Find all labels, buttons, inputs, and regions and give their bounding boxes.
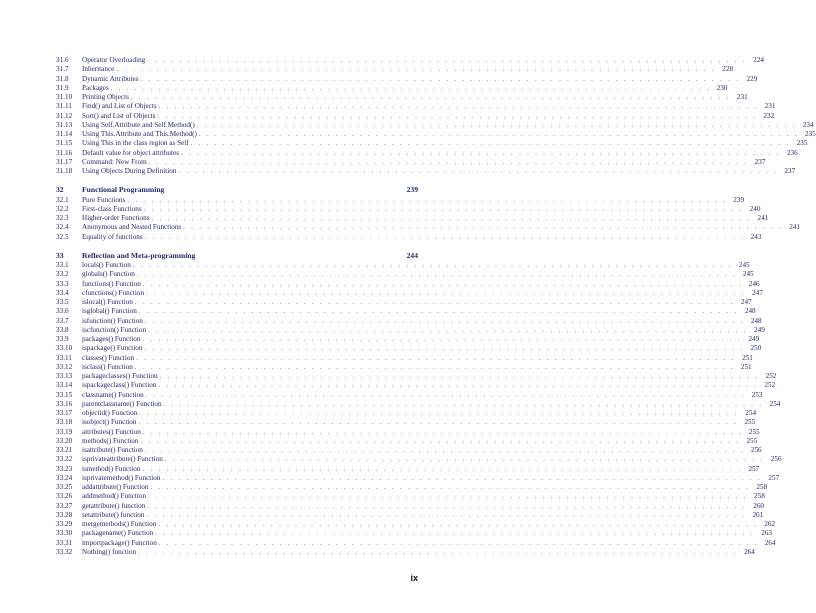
entry-number: 31.16 <box>56 148 73 157</box>
toc-entry[interactable] <box>56 130 816 139</box>
entry-number: 32.4 <box>56 223 69 232</box>
entry-page: 258 <box>754 492 765 501</box>
dot-leader: . . . . . . . . . . . . . . . . . . . . . . . . . . . . . . . . . . . . . . . . . . . . . . . . . . . . . . . . . . . . . . . . . . . . . . . . . . . <box>139 410 740 417</box>
toc-entry[interactable] <box>56 409 757 418</box>
entry-page: 229 <box>746 74 758 83</box>
entry-page: 254 <box>769 399 781 408</box>
entry-number: 33.15 <box>56 390 73 399</box>
dot-leader: . . . . . . . . . . . . . . . . . . . . . . . . . . . . . . . . . . . . . . . . . . . . . . . . . . . . . . . . . . . . . . . . . . . . . . . . . . . <box>132 262 733 269</box>
entry-page: 228 <box>722 65 734 74</box>
entry-page: 256 <box>770 455 782 464</box>
toc-entry[interactable] <box>56 455 782 464</box>
entry-page: 231 <box>764 102 776 111</box>
toc-entry[interactable] <box>56 390 763 400</box>
entry-number: 32.2 <box>56 204 69 213</box>
entry-number: 33.19 <box>56 427 73 436</box>
entry-page: 248 <box>744 307 756 316</box>
entry-number: 33.26 <box>56 492 73 501</box>
entry-number: 31.13 <box>56 120 73 129</box>
toc-entry[interactable] <box>56 214 769 223</box>
entry-page: 235 <box>804 130 816 138</box>
toc-entry[interactable] <box>56 204 761 214</box>
dot-leader: . . . . . . . . . . . . . . . . . . . . . . . . . . . . . . . . . . . . . . . . . . . . . . . . . . . . . . . . . . . . . . . . . . . . . . . . . . . <box>144 317 745 325</box>
dot-leader: . . . . . . . . . . . . . . . . . . . . . . . . . . . . . . . . . . . . . . . . . . . . . . . . . . . . . . . . . . . . . . . . . . . . . . . . . . . <box>147 57 748 64</box>
dot-leader: . . . . . . . . . . . . . . . . . . . . . . . . . . . . . . . . . . . . . . . . . . . . . . . . . . . . . . . . . . . . . . . . . . . . . . . . . . . <box>198 131 799 138</box>
dot-leader: . . . . . . . . . . . . . . . . . . . . . . . . . . . . . . . . . . . . . . . . . . . . . . . . . . . . . . . . . . . . . . . . . . . . . . . . . . . <box>142 336 743 343</box>
toc-entry[interactable] <box>56 223 800 232</box>
dot-leader: . . . . . . . . . . . . . . . . . . . . . . . . . . . . . . . . . . . . . . . . . . . . . . . . . . . . . . . . . . . . . . . . . . . . . . . . . . . <box>140 75 741 83</box>
toc-entry[interactable] <box>56 316 762 326</box>
dot-leader: . . . . . . . . . . . . . . . . . . . . . . . . . . . . . . . . . . . . . . . . . . . . . . . . . . . . . . . . . . . . . . . . . . . . . . . . . . . <box>157 112 758 120</box>
entry-page: 255 <box>748 427 760 436</box>
dot-leader: . . . . . . . . . . . . . . . . . . . . . . . . . . . . . . . . . . . . . . . . . . . . . . . . . . . . . . . . . . . . . . . . . . . . . . . . . . . <box>144 447 745 454</box>
toc-entry[interactable] <box>56 529 772 538</box>
entry-page: 230 <box>716 83 728 92</box>
dot-leader: . . . . . . . . . . . . . . . . . . . . . . . . . . . . . . . . . . . . . . . . . . . . . . . . . . . . . . . . . . . . . . . . . . . . . . . . . . . <box>158 521 759 528</box>
dot-leader: . . . . . . . . . . . . . . . . . . . . . . . . . . . . . . . . . . . . . . . . . . . . . . . . . . . . . . . . . . . . . . . . . . . . . . . . . . . <box>183 224 783 232</box>
entry-page: 232 <box>763 111 775 120</box>
chapter-page: 239 <box>406 185 418 195</box>
toc-entry[interactable] <box>56 74 758 84</box>
entry-page: 246 <box>748 279 760 288</box>
entry-number: 33.27 <box>56 501 73 510</box>
dot-leader: . . . . . . . . . . . . . . . . . . . . . . . . . . . . . . . . . . . . . . . . . . . . . . . . . . . . . . . . . . . . . . . . . . . . . . . . . . . <box>145 391 746 399</box>
entry-title: mergemethods() Function <box>82 520 157 528</box>
toc-chapter-entry[interactable] <box>56 185 418 194</box>
toc-entry[interactable] <box>56 492 765 501</box>
entry-number: 33.6 <box>56 307 69 316</box>
entry-title: Packages <box>82 83 109 92</box>
entry-number: 31.12 <box>56 111 73 120</box>
entry-number: 33.29 <box>56 520 73 528</box>
entry-page: 251 <box>742 353 753 362</box>
table-of-contents <box>56 56 816 557</box>
entry-title: getattribute() function <box>82 501 146 510</box>
entry-page: 253 <box>751 390 763 399</box>
entry-number: 33.21 <box>56 446 73 454</box>
toc-entry[interactable] <box>56 279 760 289</box>
entry-title: classname() Function <box>82 390 144 399</box>
dot-leader: . . . . . . . . . . . . . . . . . . . . . . . . . . . . . . . . . . . . . . . . . . . . . . . . . . . . . . . . . . . . . . . . . . . . . . . . . . . <box>148 326 748 334</box>
toc-entry[interactable] <box>56 381 776 390</box>
entry-number: 33.22 <box>56 455 73 464</box>
dot-leader: . . . . . . . . . . . . . . . . . . . . . . . . . . . . . . . . . . . . . . . . . . . . . . . . . . . . . . . . . . . . . . . . . . . . . . . . . . . <box>163 400 764 408</box>
entry-number: 31.17 <box>56 157 73 166</box>
entry-number: 33.11 <box>56 353 72 362</box>
entry-title: setattribute() function <box>82 510 145 519</box>
entry-title: isprivatemethod() Function <box>82 473 161 482</box>
toc-entry[interactable] <box>56 148 798 158</box>
dot-leader: . . . . . . . . . . . . . . . . . . . . . . . . . . . . . . . . . . . . . . . . . . . . . . . . . . . . . . . . . . . . . . . . . . . . . . . . . . . <box>138 419 739 427</box>
dot-leader: . . . . . . . . . . . . . . . . . . . . . . . . . . . . . . . . . . . . . . . . . . . . . . . . . . . . . . . . . . . . . . . . . . . . . . . . . . . <box>164 456 765 464</box>
entry-title: Using Objects During Definition <box>82 167 177 175</box>
entry-number: 32.1 <box>56 195 69 204</box>
dot-leader: . . . . . . . . . . . . . . . . . . . . . . . . . . . . . . . . . . . . . . . . . . . . . . . . . . . . . . . . . . . . . . . . . . . . . . . . . . . <box>134 299 735 306</box>
entry-page: 245 <box>738 261 750 269</box>
toc-entry[interactable] <box>56 483 768 492</box>
dot-leader: . . . . . . . . . . . . . . . . . . . . . . . . . . . . . . . . . . . . . . . . . . . . . . . . . . . . . . . . . . . . . . . . . . . . . . . . . . . <box>196 121 797 129</box>
entry-page: 261 <box>752 510 764 519</box>
entry-title: Dynamic Attributes <box>82 74 139 83</box>
dot-leader: . . . . . . . . . . . . . . . . . . . . . . . . . . . . . . . . . . . . . . . . . . . . . . . . . . . . . . . . . . . . . . . . . . . . . . . . . . . <box>146 511 747 519</box>
entry-page: 252 <box>765 372 777 380</box>
entry-number: 31.8 <box>56 74 69 83</box>
entry-page: 250 <box>750 344 762 353</box>
toc-entry[interactable] <box>56 307 756 316</box>
toc-entry[interactable] <box>56 464 760 474</box>
toc-entry[interactable] <box>56 547 755 557</box>
entry-number: 33.12 <box>56 362 73 371</box>
entry-page: 245 <box>742 270 754 279</box>
dot-leader: . . . . . . . . . . . . . . . . . . . . . . . . . . . . . . . . . . . . . . . . . . . . . . . . . . . . . . . . . . . . . . . . . . . . . . . . . . . <box>158 539 759 547</box>
entry-page: 237 <box>784 167 796 175</box>
toc-entry[interactable] <box>56 270 754 279</box>
entry-page: 235 <box>796 139 808 148</box>
entry-page: 239 <box>733 195 745 204</box>
entry-page: 255 <box>746 436 758 445</box>
toc-entry[interactable] <box>56 501 765 511</box>
dot-leader: . . . . . . . . . . . . . . . . . . . . . . . . . . . . . . . . . . . . . . . . . . . . . . . . . . . . . . . . . . . . . . . . . . . . . . . . . . . <box>134 363 735 371</box>
dot-leader: . . . . . . . . . . . . . . . . . . . . . . . . . . . . . . . . . . . . . . . . . . . . . . . . . . . . . . . . . . . . . . . . . . . . . . . . . . . <box>146 289 746 297</box>
entry-page: 248 <box>750 316 762 325</box>
entry-page: 258 <box>756 483 768 491</box>
entry-number: 33.5 <box>56 298 69 306</box>
entry-title: classes() Function <box>82 353 135 362</box>
entry-title: packageclasses() Function <box>82 372 158 380</box>
entry-page: 241 <box>757 214 769 222</box>
dot-leader: . . . . . . . . . . . . . . . . . . . . . . . . . . . . . . . . . . . . . . . . . . . . . . . . . . . . . . . . . . . . . . . . . . . . . . . . . . . <box>162 474 763 482</box>
chapter-title: Functional Programming <box>82 185 165 195</box>
entry-page: 247 <box>740 298 752 306</box>
dot-leader: . . . . . . . . . . . . . . . . . . . . . . . . . . . . . . . . . . . . . . . . . . . . . . . . . . . . . . . . . . . . . . . . . . . . . . . . . . . <box>142 465 743 473</box>
dot-leader: . . . . . . . . . . . . . . . . . . . . . . . . . . . . . . . . . . . . . . . . . . . . . . . . . . . . . . . . . . . . . . . . . . . . . . . . . . . <box>143 205 744 213</box>
entry-title: packages() Function <box>82 335 141 343</box>
toc-entry[interactable] <box>56 157 766 167</box>
entry-title: addattribute() Function <box>82 483 149 491</box>
entry-title: Using Self.Attribute and Self.Method() <box>82 120 195 129</box>
toc-entry[interactable] <box>56 139 808 148</box>
entry-title: Anonymous and Nested Functions <box>82 223 182 232</box>
toc-entry[interactable] <box>56 288 763 298</box>
entry-title: Operator Overloading <box>82 56 146 64</box>
entry-title: ispackageclass() Function <box>82 381 157 390</box>
entry-page: 252 <box>764 381 776 390</box>
entry-number: 31.10 <box>56 93 73 101</box>
entry-title: ismethod() Function <box>82 464 141 473</box>
dot-leader: . . . . . . . . . . . . . . . . . . . . . . . . . . . . . . . . . . . . . . . . . . . . . . . . . . . . . . . . . . . . . . . . . . . . . . . . . . . <box>127 196 728 204</box>
entry-title: Using This in the class region as Self <box>82 139 189 148</box>
dot-leader: . . . . . . . . . . . . . . . . . . . . . . . . . . . . . . . . . . . . . . . . . . . . . . . . . . . . . . . . . . . . . . . . . . . . . . . . . . . <box>138 548 738 556</box>
toc-entry[interactable] <box>56 111 775 121</box>
toc-entry[interactable] <box>56 510 764 520</box>
entry-number: 31.18 <box>56 167 73 175</box>
toc-entry[interactable] <box>56 83 728 93</box>
entry-page: 263 <box>761 529 772 538</box>
toc-entry[interactable] <box>56 446 762 455</box>
entry-number: 33.25 <box>56 483 73 491</box>
entry-title: isprivateattribute() Function <box>82 455 163 464</box>
entry-number: 31.7 <box>56 65 69 74</box>
entry-title: isglobal() Function <box>82 307 137 316</box>
dot-leader: . . . . . . . . . . . . . . . . . . . . . . . . . . . . . . . . . . . . . . . . . . . . . . . . . . . . . . . . . . . . . . . . . . . . . . . . . . . <box>116 66 717 74</box>
dot-leader: . . . . . . . . . . . . . . . . . . . . . . . . . . . . . . . . . . . . . . . . . . . . . . . . . . . . . . . . . . . . . . . . . . . . . . . . . . . <box>148 493 748 501</box>
toc-entry[interactable] <box>56 418 756 427</box>
entry-title: isattribute() Function <box>82 446 143 454</box>
entry-number: 33.24 <box>56 473 73 482</box>
entry-page: 237 <box>754 157 766 166</box>
entry-number: 31.6 <box>56 56 69 64</box>
entry-title: globals() Function <box>82 270 135 279</box>
dot-leader: . . . . . . . . . . . . . . . . . . . . . . . . . . . . . . . . . . . . . . . . . . . . . . . . . . . . . . . . . . . . . . . . . . . . . . . . . . . <box>181 149 781 157</box>
entry-title: iscfunction() Function <box>82 325 147 334</box>
entry-page: 257 <box>748 464 760 473</box>
dot-leader: . . . . . . . . . . . . . . . . . . . . . . . . . . . . . . . . . . . . . . . . . . . . . . . . . . . . . . . . . . . . . . . . . . . . . . . . . . . <box>150 484 751 491</box>
entry-number: 32.5 <box>56 232 69 241</box>
entry-page: 262 <box>764 520 776 528</box>
entry-number: 33.16 <box>56 399 73 408</box>
entry-title: isfunction() Function <box>82 316 143 325</box>
entry-title: functions() Function <box>82 279 141 288</box>
entry-page: 249 <box>754 325 765 334</box>
entry-page: 240 <box>749 204 761 213</box>
entry-number: 32.3 <box>56 214 69 222</box>
toc-entry[interactable] <box>56 195 745 205</box>
dot-leader: . . . . . . . . . . . . . . . . . . . . . . . . . . . . . . . . . . . . . . . . . . . . . . . . . . . . . . . . . . . . . . . . . . . . . . . . . . . <box>147 502 748 510</box>
toc-entry[interactable] <box>56 427 760 437</box>
entry-page: 247 <box>752 288 763 297</box>
entry-page: 234 <box>802 120 814 129</box>
toc-entry[interactable] <box>56 520 776 529</box>
dot-leader: . . . . . . . . . . . . . . . . . . . . . . . . . . . . . . . . . . . . . . . . . . . . . . . . . . . . . . . . . . . . . . . . . . . . . . . . . . . <box>144 345 745 353</box>
entry-title: Sort() and List of Objects <box>82 111 156 120</box>
toc-entry[interactable] <box>56 344 762 353</box>
entry-title: packagename() Function <box>82 529 154 538</box>
dot-leader: . . . . . . . . . . . . . . . . . . . . . . . . . . . . . . . . . . . . . . . . . . . . . . . . . . . . . . . . . . . . . . . . . . . . . . . . . . . <box>136 271 737 279</box>
toc-entry[interactable] <box>56 399 781 409</box>
entry-page: 264 <box>744 547 755 556</box>
entry-title: ispackage() Function <box>82 344 143 353</box>
entry-title: Inheritance <box>82 65 115 74</box>
dot-leader: . . . . . . . . . . . . . . . . . . . . . . . . . . . . . . . . . . . . . . . . . . . . . . . . . . . . . . . . . . . . . . . . . . . . . . . . . . . <box>140 437 741 445</box>
entry-page: 231 <box>736 93 748 101</box>
dot-leader: . . . . . . . . . . . . . . . . . . . . . . . . . . . . . . . . . . . . . . . . . . . . . . . . . . . . . . . . . . . . . . . . . . . . . . . . . . . <box>151 215 752 222</box>
entry-number: 31.9 <box>56 83 69 92</box>
dot-leader: . . . . . . . . . . . . . . . . . . . . . . . . . . . . . . . . . . . . . . . . . . . . . . . . . . . . . . . . . . . . . . . . . . . . . . . . . . . <box>155 530 755 538</box>
entry-number: 33.32 <box>56 547 73 556</box>
entry-page: 243 <box>750 232 762 241</box>
entry-page: 254 <box>745 409 757 417</box>
entry-title: methods() Function <box>82 436 139 445</box>
entry-number: 31.15 <box>56 139 73 148</box>
entry-page: 224 <box>753 56 765 64</box>
entry-number: 33.4 <box>56 288 69 297</box>
entry-title: Using This.Attribute and This.Method() <box>82 130 197 138</box>
entry-number: 33.23 <box>56 464 73 473</box>
toc-entry[interactable] <box>56 362 752 372</box>
dot-leader: . . . . . . . . . . . . . . . . . . . . . . . . . . . . . . . . . . . . . . . . . . . . . . . . . . . . . . . . . . . . . . . . . . . . . . . . . . . <box>148 158 749 166</box>
toc-entry[interactable] <box>56 325 765 335</box>
dot-leader: . . . . . . . . . . . . . . . . . . . . . . . . . . . . . . . . . . . . . . . . . . . . . . . . . . . . . . . . . . . . . . . . . . . . . . . . . . . <box>178 168 779 175</box>
toc-entry[interactable] <box>56 120 814 130</box>
entry-page: 236 <box>786 148 798 157</box>
entry-page: 255 <box>744 418 756 427</box>
toc-entry[interactable] <box>56 335 760 344</box>
entry-title: attributes() Function <box>82 427 141 436</box>
entry-page: 249 <box>748 335 760 343</box>
entry-title: Printing Objects <box>82 93 129 101</box>
entry-number: 33.8 <box>56 325 69 334</box>
dot-leader: . . . . . . . . . . . . . . . . . . . . . . . . . . . . . . . . . . . . . . . . . . . . . . . . . . . . . . . . . . . . . . . . . . . . . . . . . . . <box>144 233 745 241</box>
entry-number: 33.13 <box>56 372 73 380</box>
toc-entry[interactable] <box>56 538 776 548</box>
entry-title: locals() Function <box>82 261 131 269</box>
chapter-number: 32 <box>56 185 64 195</box>
entry-page: 241 <box>789 223 800 232</box>
toc-entry[interactable] <box>56 167 796 176</box>
toc-entry[interactable] <box>56 65 734 74</box>
entry-title: parentclassname() Function <box>82 399 162 408</box>
toc-entry[interactable] <box>56 102 776 111</box>
entry-number: 33.20 <box>56 436 73 445</box>
dot-leader: . . . . . . . . . . . . . . . . . . . . . . . . . . . . . . . . . . . . . . . . . . . . . . . . . . . . . . . . . . . . . . . . . . . . . . . . . . . <box>159 373 760 380</box>
dot-leader: . . . . . . . . . . . . . . . . . . . . . . . . . . . . . . . . . . . . . . . . . . . . . . . . . . . . . . . . . . . . . . . . . . . . . . . . . . . <box>158 103 759 111</box>
entry-page: 251 <box>740 362 752 371</box>
entry-number: 33.18 <box>56 418 73 427</box>
toc-entry[interactable] <box>56 298 752 307</box>
dot-leader: . . . . . . . . . . . . . . . . . . . . . . . . . . . . . . . . . . . . . . . . . . . . . . . . . . . . . . . . . . . . . . . . . . . . . . . . . . . <box>142 428 743 436</box>
entry-title: objectid() Function <box>82 409 138 417</box>
dot-leader: . . . . . . . . . . . . . . . . . . . . . . . . . . . . . . . . . . . . . . . . . . . . . . . . . . . . . . . . . . . . . . . . . . . . . . . . . . . <box>130 94 731 101</box>
entry-title: First-class Functions <box>82 204 142 213</box>
entry-page: 260 <box>753 501 765 510</box>
dot-leader: . . . . . . . . . . . . . . . . . . . . . . . . . . . . . . . . . . . . . . . . . . . . . . . . . . . . . . . . . . . . . . . . . . . . . . . . . . . <box>110 84 711 92</box>
entry-number: 33.28 <box>56 510 73 519</box>
entry-title: addmethod() Function <box>82 492 147 501</box>
entry-number: 33.30 <box>56 529 73 538</box>
entry-number: 33.31 <box>56 538 73 547</box>
dot-leader: . . . . . . . . . . . . . . . . . . . . . . . . . . . . . . . . . . . . . . . . . . . . . . . . . . . . . . . . . . . . . . . . . . . . . . . . . . . <box>138 308 739 316</box>
page-number-footer: ix <box>410 573 418 583</box>
dot-leader: . . . . . . . . . . . . . . . . . . . . . . . . . . . . . . . . . . . . . . . . . . . . . . . . . . . . . . . . . . . . . . . . . . . . . . . . . . . <box>142 280 743 288</box>
entry-page: 257 <box>768 473 780 482</box>
entry-title: Higher-order Functions <box>82 214 150 222</box>
entry-title: Pure Functions <box>82 195 126 204</box>
entry-number: 33.17 <box>56 409 73 417</box>
entry-number: 33.3 <box>56 279 69 288</box>
entry-title: importpackage() Function <box>82 538 157 547</box>
toc-entry[interactable] <box>56 56 765 65</box>
entry-title: isclass() Function <box>82 362 133 371</box>
entry-title: Default value for object attributes <box>82 148 179 157</box>
entry-title: isobject() Function <box>82 418 137 427</box>
entry-title: Equality of functions <box>82 232 143 241</box>
dot-leader: . . . . . . . . . . . . . . . . . . . . . . . . . . . . . . . . . . . . . . . . . . . . . . . . . . . . . . . . . . . . . . . . . . . . . . . . . . . <box>136 354 736 362</box>
toc-entry[interactable] <box>56 232 762 242</box>
toc-chapter-entry[interactable] <box>56 251 418 260</box>
entry-number: 31.11 <box>56 102 72 111</box>
entry-title: Find() and List of Objects <box>82 102 157 111</box>
toc-entry[interactable] <box>56 93 748 102</box>
entry-page: 256 <box>750 446 762 454</box>
entry-title: Command: New From <box>82 157 147 166</box>
chapter-title: Reflection and Meta-programming <box>82 250 196 260</box>
dot-leader: . . . . . . . . . . . . . . . . . . . . . . . . . . . . . . . . . . . . . . . . . . . . . . . . . . . . . . . . . . . . . . . . . . . . . . . . . . . <box>158 382 759 390</box>
entry-number: 31.14 <box>56 130 73 138</box>
entry-title: islocal() Function <box>82 298 133 306</box>
entry-number: 33.2 <box>56 270 69 279</box>
toc-entry[interactable] <box>56 261 750 270</box>
entry-number: 33.10 <box>56 344 73 353</box>
entry-title: cfunctions() Function <box>82 288 145 297</box>
toc-entry[interactable] <box>56 353 753 363</box>
toc-entry[interactable] <box>56 372 777 381</box>
chapter-page: 244 <box>406 250 418 260</box>
entry-number: 33.1 <box>56 261 69 269</box>
dot-leader: . . . . . . . . . . . . . . . . . . . . . . . . . . . . . . . . . . . . . . . . . . . . . . . . . . . . . . . . . . . . . . . . . . . . . . . . . . . <box>190 140 791 148</box>
entry-number: 33.14 <box>56 381 73 390</box>
entry-number: 33.9 <box>56 335 69 343</box>
toc-entry[interactable] <box>56 436 758 446</box>
entry-title: Nothing() function <box>82 547 137 556</box>
entry-page: 264 <box>764 538 776 547</box>
toc-entry[interactable] <box>56 473 780 483</box>
chapter-number: 33 <box>56 250 64 260</box>
entry-number: 33.7 <box>56 316 69 325</box>
